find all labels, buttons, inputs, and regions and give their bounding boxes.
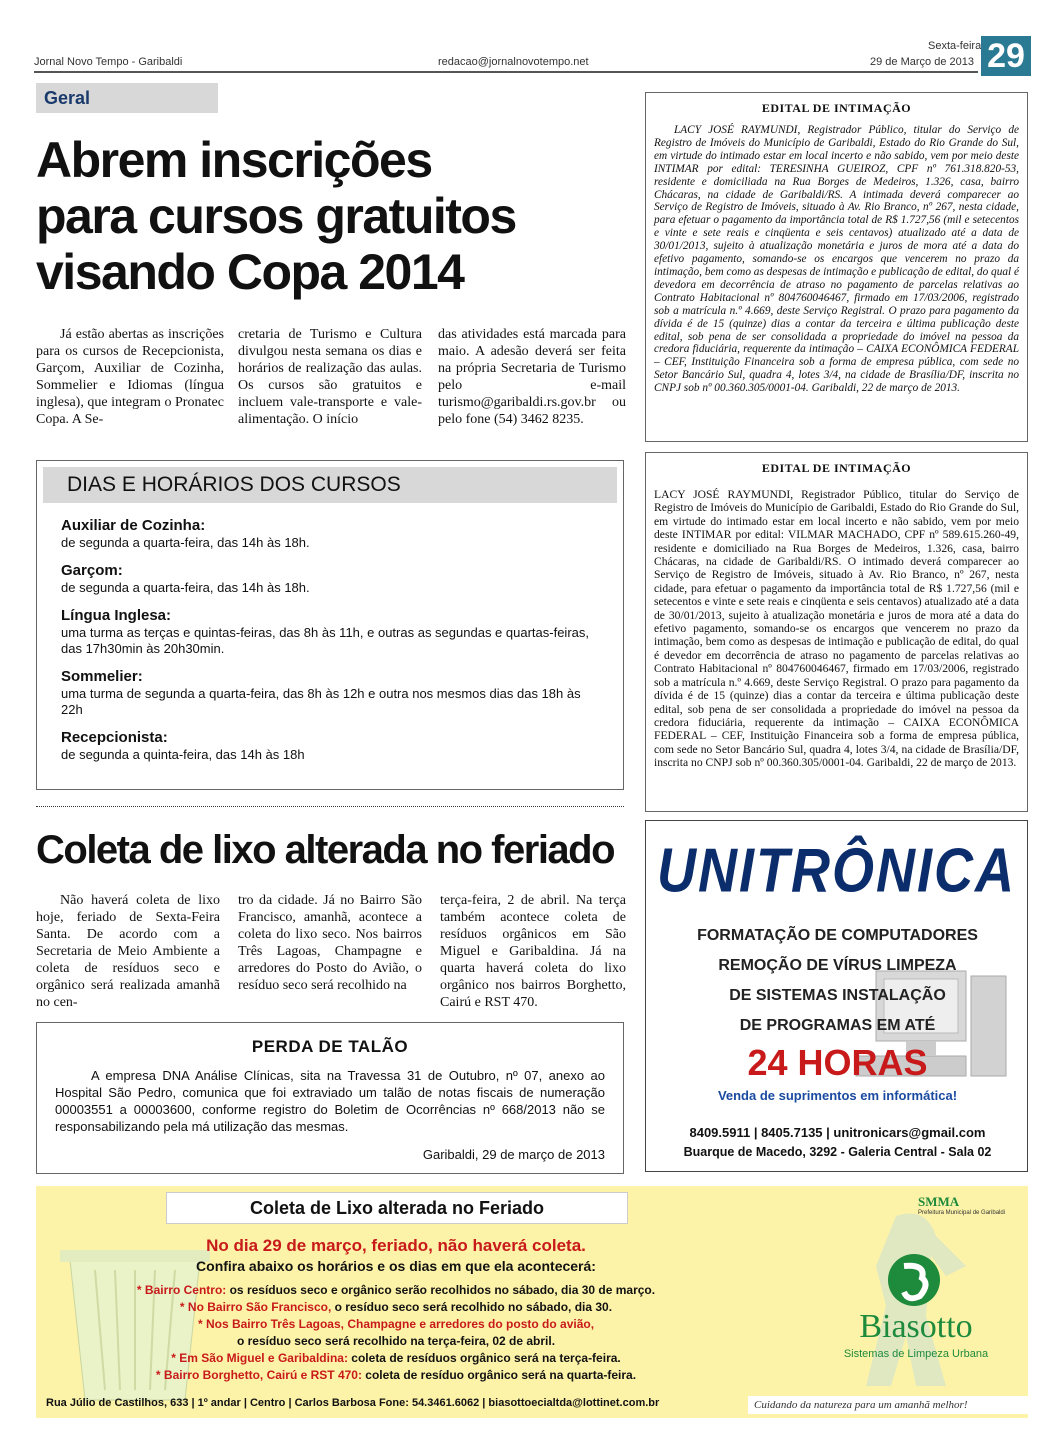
paper-email[interactable]: redacao@jornalnovotempo.net xyxy=(438,56,589,68)
edital2-title: EDITAL DE INTIMAÇÃO xyxy=(761,461,912,475)
ad-footer-address: Rua Júlio de Castilhos, 633 | 1º andar | Centro | Carlos Barbosa Fone: 54.3461.6062 | biasottoecialtda@lottinet.com.br xyxy=(46,1397,660,1409)
headline-line: Abrem inscrições xyxy=(36,132,432,188)
unitronica-highlight: 24 HORAS xyxy=(747,1042,928,1083)
schedule-item: Garçom: de segunda a quarta-feira, das 14h às 18h. xyxy=(61,562,310,595)
ad-headline: No dia 29 de março, feriado, não haverá coleta. xyxy=(206,1236,586,1255)
perda-text: A empresa DNA Análise Clínicas, sita na Travessa 31 de Outubro, nº 07, anexo ao Hospital São Pedro, comunica que foi extraviado um talão de notas fiscais de numeração 00003551 a 00003600, conforme registro do Boletim de Ocorrências nº 668/2013 não se responsabilizando pela má utilização das mesmas. xyxy=(55,1068,605,1134)
edital1-title: EDITAL DE INTIMAÇÃO xyxy=(761,101,912,115)
ad-item: * No Bairro São Francisco, o resíduo seco será recolhido no sábado, dia 30. xyxy=(179,1300,613,1314)
ad-item: * Em São Miguel e Garibaldina: coleta de resíduos orgânico será na terça-feira. xyxy=(171,1351,621,1365)
perda-title: PERDA DE TALÃO xyxy=(251,1037,409,1056)
unitronica-logo: UNITRÔNICA xyxy=(657,836,1016,906)
service-line: FORMATAÇÃO DE COMPUTADORES xyxy=(697,927,978,944)
article2-col2: tro da cidade. Já no Bairro São Francisco, amanhã, acontece a coleta do lixo seco. Nos bairros Três Lagoas, Champagne e arredores do Posto do Avião, o resíduo seco será recolhido na xyxy=(238,893,422,993)
service-line: DE SISTEMAS INSTALAÇÃO xyxy=(729,987,946,1004)
ad-item: * Bairro Centro: os resíduos seco e orgânico serão recolhidos no sábado, dia 30 de março. xyxy=(136,1283,656,1297)
smma-logo: SMMA Prefeitura Municipal de Garibaldi xyxy=(918,1194,1006,1216)
ad-title-bar xyxy=(166,1192,628,1224)
ad-item: o resíduo seco será recolhido na terça-feira, 02 de abril. xyxy=(236,1334,556,1348)
header-rule xyxy=(34,71,978,73)
edital1-box xyxy=(645,92,1028,442)
article1-col2: cretaria de Turismo e Cultura divulgou nesta semana os dias e horários de realização das aulas. Os cursos são gratuitos e incluem vale-transporte e vale-alimentação. O início xyxy=(238,327,422,427)
edital1-text: LACY JOSÉ RAYMUNDI, Registrador Público, titular do Serviço de Registro de Imóveis do Município de Garibaldi, Estado do Rio Grande do Sul, em virtude do intimado estar em local incerto e não sabido, vem por meio deste INTIMAR por edital: TERESINHA GUEIROZ, CPF nº 761.318.820-53, residente e domiciliada na Rua Borges de Medeiros, 1.326, casa, bairro Chácaras, na cidade de Garibaldi/RS. A intimada deverá comparecer ao Serviço de Registro de Imóveis, situado à Av. Rio Branco, nº 267, nesta cidade, para efetuar o pagamento da importância total de R$ 1.727,56 (mil e setecentos e vinte e sete reais e cinqüenta e seis centavos) atualizado até a data de 30/01/2013, sujeito à atualização monetária e juros de mora até a data do efetivo pagamento, somando-se os encargos que vencerem no prazo da intimação, bem como as despesas de intimação e publicação de edital, do qual é devedora em decorrência de atraso no pagamento de parcelas relativas ao Contrato Habitacional nº 804760046467, firmado em 17/03/2006, registrado sob a matrícula n.º 4.669, deste Serviço Registral. O prazo para pagamento da dívida é de 15 (quinze) dias a contar da terceira e última publicação deste edital, sob pena de ser consolidada a propriedade do imóvel na pessoa da credora fiduciária, requerente da intimação – CAIXA ECONÔMICA FEDERAL – CEF, Instituição Financeira sob a forma de empresa pública, com sede no Setor Bancário Sul, quadra 4, lotes 3/4, na cidade de Brasília/DF, inscrita no CNPJ sob nº 00.360.305/0001-04. Garibaldi, 22 de março de 2013. xyxy=(654,124,1019,395)
biasotto-ad[interactable] xyxy=(36,1186,1028,1418)
ad-title: Coleta de Lixo alterada no Feriado xyxy=(249,1198,545,1218)
article1-headline xyxy=(36,132,636,300)
ad-slogan: Cuidando da natureza para um amanhã melhor! xyxy=(748,1396,1032,1414)
section-label: Geral xyxy=(36,83,218,113)
perda-box xyxy=(36,1022,624,1174)
ad-subhead: Confira abaixo os horários e os dias em que ela acontecerá: xyxy=(196,1258,596,1274)
edital2-text: LACY JOSÉ RAYMUNDI, Registrador Público, titular do Serviço de Registro de Imóveis do Município de Garibaldi, Estado do Rio Grande do Sul, em virtude do intimado estar em local incerto e não sabido, vem por meio deste INTIMAR por edital: VILMAR MACHADO, CPF nº 589.615.260-49, residente e domiciliado na Rua Borges de Medeiros, 1.326, casa, bairro Chácaras, na cidade de Garibaldi/RS. O intimado deverá comparecer ao Serviço de Registro de Imóveis, situado à Av. Rio Branco, nº 267, nesta cidade, para efetuar o pagamento da importância total de R$ 1.727,56 (mil e setecentos e vinte e sete reais e cinqüenta e seis centavos) atualizado até a data de 30/01/2013, sujeito à atualização monetária e juros de mora até a data do efetivo pagamento, somando-se os encargos que vencerem no prazo da intimação, bem como as despesas de intimação e publicação de edital, do qual é devedor em decorrência de atraso no pagamento de parcelas relativas ao Contrato Habitacional nº 804760046467, firmado em 17/03/2006, registrado sob a matrícula n.º 4.669, deste Serviço Registral. O prazo para pagamento da dívida é de 15 (quinze) dias a contar da terceira e última publicação deste edital, sob pena de ser consolidada a propriedade do imóvel na pessoa da credora fiduciária, requerente da intimação – CAIXA ECONÔMICA FEDERAL – CEF, Instituição Financeira sob a forma de empresa pública, com sede no Setor Bancário Sul, quadra 4, lotes 3/4, na cidade de Brasília/DF, inscrita no CNPJ sob nº 00.360.305/0001-04. Garibaldi, 22 de março de 2013. xyxy=(654,488,1019,770)
ad-item: * Bairro Borghetto, Cairú e RST 470: coleta de resíduo orgânico será na quarta-feira. xyxy=(155,1368,637,1382)
article2-headline: Coleta de lixo alterada no feriado xyxy=(36,828,615,872)
ad-items xyxy=(36,1282,756,1384)
unitronica-address: Buarque de Macedo, 3292 - Galeria Central - Sala 02 xyxy=(683,1145,992,1159)
header-date: 29 de Março de 2013 xyxy=(870,56,974,68)
schedule-item: Sommelier: uma turma de segunda a quarta-feira, das 8h às 12h e outra nos mesmos dias das 18h às 22h xyxy=(61,668,581,717)
schedule-item: Língua Inglesa: uma turma as terças e quintas-feiras, das 8h às 11h, e outras as segundas e quartas-feiras, das 17h30min às 20h30min. xyxy=(61,607,589,656)
biasotto-sub: Sistemas de Limpeza Urbana xyxy=(843,1348,989,1360)
unitronica-ad[interactable] xyxy=(645,820,1028,1172)
article1-col1: Já estão abertas as inscrições para os cursos de Recepcionista, Garçom, Auxiliar de Cozinha, Sommelier e Idiomas (língua inglesa), que integram o Pronatec Copa. A Se- xyxy=(36,327,224,427)
unitronica-contact[interactable]: 8409.5911 | 8405.7135 | unitronicars@gmail.com xyxy=(689,1125,986,1140)
ad-item: * Nos Bairro Três Lagoas, Champagne e arredores do posto do avião, xyxy=(197,1317,595,1331)
ad-footer xyxy=(36,1390,1028,1418)
schedule-title: DIAS E HORÁRIOS DOS CURSOS xyxy=(43,467,617,503)
article1-col3: das atividades está marcada para maio. A adesão deverá ser feita na própria Secretaria de Turismo pelo e-mail turismo@garibaldi.rs.gov.br ou pelo fone (54) 3462 8235. xyxy=(438,327,626,427)
headline-line: visando Copa 2014 xyxy=(36,244,464,300)
schedule-list xyxy=(37,503,601,763)
biasotto-logo-icon xyxy=(886,1252,942,1308)
unitronica-tagline: Venda de suprimentos em informática! xyxy=(717,1088,958,1103)
edital2-box xyxy=(645,452,1028,812)
paper-name: Jornal Novo Tempo - Garibaldi xyxy=(34,56,183,68)
schedule-item: Auxiliar de Cozinha: de segunda a quarta-feira, das 14h às 18h. xyxy=(61,517,310,550)
schedule-item: Recepcionista: de segunda a quinta-feira, das 14h às 18h xyxy=(61,729,305,762)
service-line: DE PROGRAMAS EM ATÉ xyxy=(739,1017,936,1034)
biasotto-name: Biasotto xyxy=(859,1308,973,1345)
unitronica-services xyxy=(646,921,1029,1107)
schedule-box xyxy=(36,460,624,790)
page-number: 29 xyxy=(981,36,1031,76)
service-line: REMOÇÃO DE VÍRUS LIMPEZA xyxy=(718,957,957,974)
article2-col1: Não haverá coleta de lixo hoje, feriado de Sexta-Feira Santa. De acordo com a Secretaria de Meio Ambiente a coleta de resíduos seco e orgânico será realizada amanhã no cen- xyxy=(36,893,220,1010)
header-weekday: Sexta-feira xyxy=(928,40,982,52)
article2-col3: terça-feira, 2 de abril. Na terça também acontece coleta de resíduos orgânicos em São Miguel e Garibaldina. Já na quarta haverá coleta do lixo orgânico nos bairros Borghetto, Cairú e RST 470. xyxy=(440,893,626,1010)
divider xyxy=(36,806,624,807)
headline-line: para cursos gratuitos xyxy=(36,188,516,244)
perda-signature: Garibaldi, 29 de março de 2013 xyxy=(422,1147,605,1162)
